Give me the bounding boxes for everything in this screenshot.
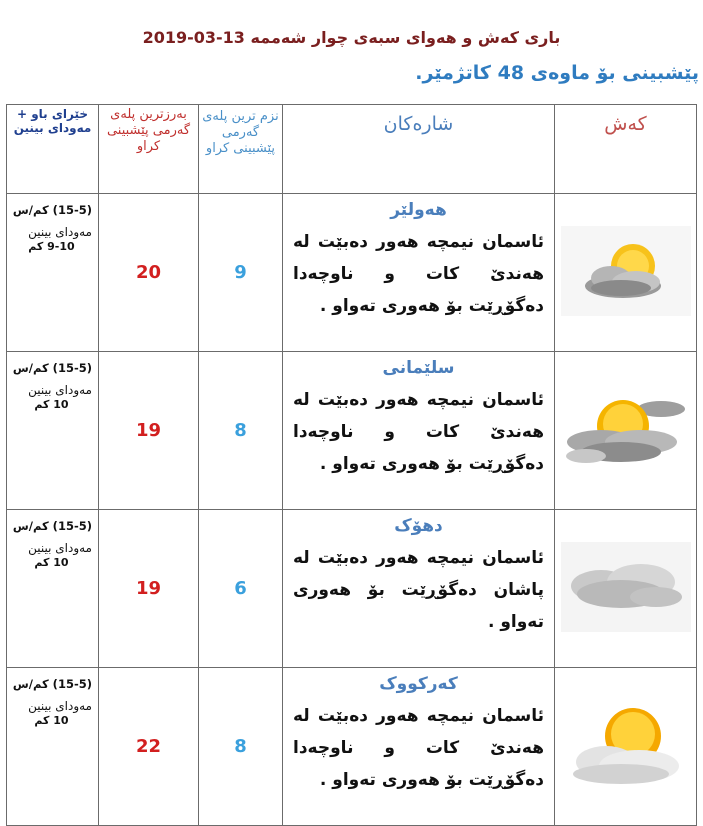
city-cell	[283, 352, 555, 510]
visibility-label: مەودای بینین	[28, 699, 92, 713]
min-temp: 6	[199, 510, 283, 668]
max-temp: 20	[99, 194, 199, 352]
wind-cell	[7, 352, 99, 510]
visibility-value: 10 کم	[34, 714, 69, 727]
wind-cell	[7, 510, 99, 668]
wind-speed: (15-5) کم/س	[12, 519, 92, 533]
sun-behind-clouds-icon	[561, 384, 691, 474]
city-cell	[283, 194, 555, 352]
weather-icon-cell	[555, 352, 697, 510]
header-cities: شارەکان	[283, 105, 555, 194]
visibility-value: 10 کم	[34, 398, 69, 411]
table-row	[7, 668, 697, 826]
city-name: سلێمانی	[382, 358, 455, 378]
forecast-description: ئاسمان نیمچە هەور دەبێت لە هەندێ کات و ناوچەدا دەگۆڕێت بۆ هەوری تەواو .	[293, 390, 544, 474]
forecast-description: ئاسمان نیمچە هەور دەبێت لە هەندێ کات و ناوچەدا دەگۆڕێت بۆ هەوری تەواو .	[293, 706, 544, 790]
visibility-label: مەودای بینین	[28, 225, 92, 239]
page-subtitle: پێشبینی بۆ ماوەی 48 کاتژمێر.	[415, 62, 699, 84]
forecast-description: ئاسمان نیمچە هەور دەبێت لە هەندێ کات و ناوچەدا دەگۆڕێت بۆ هەوری تەواو .	[293, 232, 544, 316]
cloudy-icon	[561, 542, 691, 632]
visibility-value: 10 کم	[34, 556, 69, 569]
forecast-description: ئاسمان نیمچە هەور دەبێت لە پاشان دەگۆڕێت بۆ هەوری تەواو .	[293, 548, 544, 632]
wind-cell	[7, 668, 99, 826]
sun-and-cloud-icon	[561, 700, 691, 790]
city-cell	[283, 668, 555, 826]
page-title: باری کەش و هەوای سبەی چوار شەممە 13-03-2019	[142, 28, 561, 47]
header-max-temp: بەرزترین پلەی گەرمی پێشبینی کراو	[99, 105, 199, 194]
min-temp: 8	[199, 352, 283, 510]
wind-speed: (15-5) کم/س	[12, 361, 92, 375]
visibility-value: 9-10 کم	[28, 240, 75, 253]
city-name: هەولێر	[390, 200, 447, 220]
wind-cell	[7, 194, 99, 352]
wind-speed: (15-5) کم/س	[12, 677, 92, 691]
table-row	[7, 510, 697, 668]
table-row	[7, 352, 697, 510]
max-temp: 22	[99, 668, 199, 826]
visibility-label: مەودای بینین	[28, 541, 92, 555]
weather-icon-cell	[555, 510, 697, 668]
min-temp: 9	[199, 194, 283, 352]
forecast-table	[6, 104, 697, 826]
weather-icon-cell	[555, 668, 697, 826]
header-weather: کەش	[555, 105, 697, 194]
max-temp: 19	[99, 352, 199, 510]
table-row	[7, 194, 697, 352]
partly-cloudy-sun-icon	[561, 226, 691, 316]
city-name: کەرکووک	[379, 674, 458, 694]
city-cell	[283, 510, 555, 668]
wind-speed: (15-5) کم/س	[12, 203, 92, 217]
weather-icon-cell	[555, 194, 697, 352]
visibility-label: مەودای بینین	[28, 383, 92, 397]
min-temp: 8	[199, 668, 283, 826]
city-name: دهۆک	[394, 516, 443, 536]
header-min-temp: نزم ترین پلەی گەرمی پێشبینی کراو	[199, 105, 283, 194]
max-temp: 19	[99, 510, 199, 668]
table-header-row	[7, 105, 697, 194]
header-wind: خێرای باو + مەودای بینین	[7, 105, 99, 194]
